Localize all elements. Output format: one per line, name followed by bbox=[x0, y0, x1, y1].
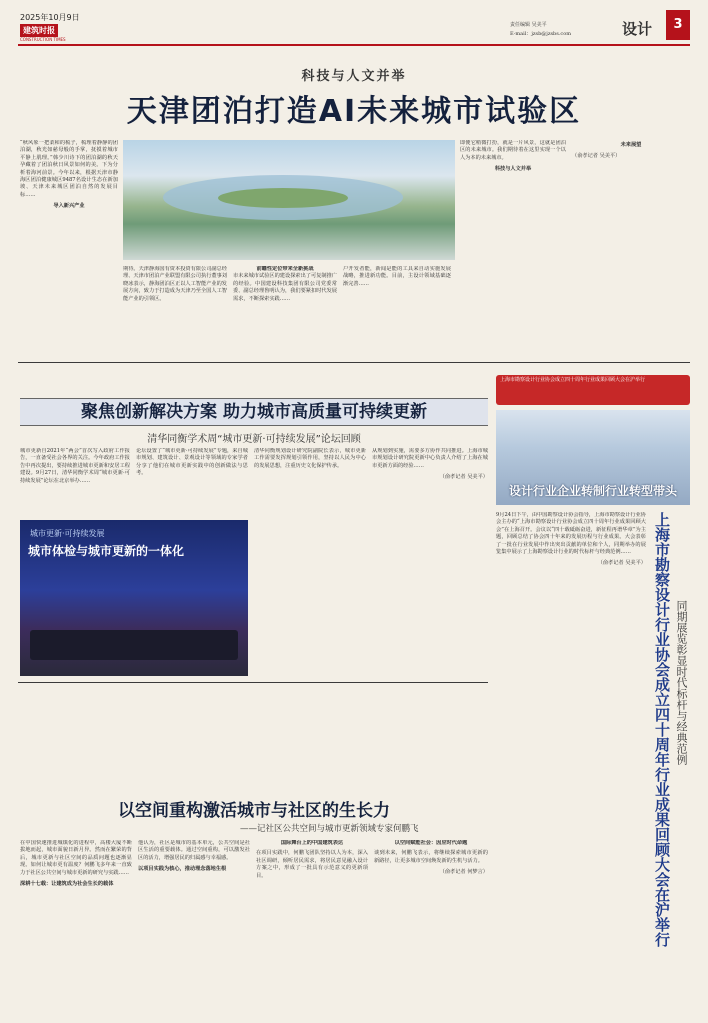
lead-col2-text: 期待。天津静海国有资本投资有限公司副总经理、天津市团泊产业联盟有限公司执行董事刘晓冰表示，静海团泊区正以人工智能产业的发展方向，致力于打造成为天津乃至全国人工智能产业的引领区。 bbox=[123, 266, 227, 302]
shanghai-byline: （俞孝记者 吴美平） bbox=[597, 560, 646, 567]
bottom-col3-text: 在项目实践中，何鹏飞团队坚持以人为本，深入社区调研，倾听居民需求，将居民意见融入设计方案之中，形成了一批具有示范意义的更新项目。 bbox=[256, 850, 368, 879]
forum-title-bar bbox=[20, 398, 488, 426]
lead-subhead-b: 前瞻性定位带来全新挑战 bbox=[256, 266, 314, 272]
bottom-col3 bbox=[256, 840, 368, 1015]
forum-col3 bbox=[254, 448, 366, 673]
island-shape bbox=[218, 188, 348, 208]
lead-col5 bbox=[460, 140, 566, 358]
lead-col5-text: 即便它稍微打扮，就是一片风景，这就是团泊区的未来城市。我们期待着在这里实现一个以人为本的未来城市。 bbox=[460, 140, 566, 161]
lead-col3-text: 市未来城市试验区的建设探索出了可复制推广的经验。中国建设科技集团有限公司党委常委、副总经理鲁明认为，我们要紧扣时代发展需求，不断探索实践…… bbox=[233, 273, 337, 302]
forum-col2-text: 论坛设置了“城市更新·可持续发展”专题，来自城市规划、建筑设计、景观设计等领域的专家学者分享了他们在城市更新实践中的创新做法与思考。 bbox=[136, 448, 248, 477]
lead-col2 bbox=[123, 266, 227, 358]
lead-col3 bbox=[233, 266, 337, 358]
header-rule bbox=[18, 44, 690, 46]
lead-col4 bbox=[343, 266, 451, 358]
lead-col1-text: “秋风象一把柔和的梳子，梳理着静静的团泊湖，秋光如慈母般的手掌，抚摸着城市平静上肌理。”韩少川诗下的团泊湖的秋天孕藏着了团泊秋日风景如何的美。下为分析着海河前景。今年以来，根据天津市静海区团泊健康城区9487名设计生态在新加坡、天津未来城区团泊自然的发展目标…… bbox=[20, 140, 118, 198]
editor-email: E-mail：jzsb@jzsbs.com bbox=[510, 31, 571, 37]
lead-headline: 天津团泊打造AI未来城市试验区 bbox=[126, 94, 582, 129]
lead-subhead-a: 导入新兴产业 bbox=[53, 203, 85, 210]
forum-stage-photo bbox=[20, 520, 248, 676]
lead-byline: （俞孝记者 吴美平） bbox=[572, 153, 621, 160]
bottom-subhead-d: 以空间赋能社会：因应时代命题 bbox=[394, 840, 468, 846]
lead-aerial-photo bbox=[123, 140, 455, 260]
forum-headline: 聚焦创新解决方案 助力城市高质量可持续更新 bbox=[81, 402, 427, 422]
bottom-col1 bbox=[20, 840, 132, 1015]
bottom-col4 bbox=[374, 840, 488, 1015]
shanghai-photo bbox=[496, 410, 690, 505]
forum-col1-text: 城市更新自2021年“两会”首次写入政府工作报告，一直备受社会各界的关注。今年政府工作报告中再次提出，要持续推进城市更新和安居工程建设。9月27日，清华同衡学术周“城市更新·可持续发展”论坛在北京举办…… bbox=[20, 448, 130, 484]
bottom-col1-text: 在中国快速推进城镇化的进程中，高楼大厦不断拔地而起，城市面貌日新月异。然而在繁荣的背后，城市更新与社区空间的品质问题也逐渐显现。如何让城市更有温度？何鹏飞多年来一直致力于社区公共空间与城市更新的研究与实践…… bbox=[20, 840, 132, 876]
bottom-subtitle: ——记社区公共空间与城市更新领域专家何鹏飞 bbox=[240, 824, 419, 834]
issue-date: 2025年10月9日 bbox=[20, 13, 80, 22]
bottom-col4-text: 谈到未来，何鹏飞表示，将继续探索城市更新的新路径，让更多城市空间焕发新的生机与活力。 bbox=[374, 850, 488, 864]
bottom-col2-text: 他认为，社区是城市的基本单元，公共空间是社区生活的重要载体。通过空间重构，可以激发社区的活力，增强居民的归属感与幸福感。 bbox=[138, 840, 250, 861]
section-label: 设计 bbox=[622, 20, 653, 38]
shanghai-body-text: 9月24日下午，由中国勘察设计协会指导，上海市勘察设计行业协会主办的“上海市勘察设计行业协会成立四十周年行业成果回顾大会”在上海召开。会议以“四十载砥砺奋进，新征程再谱华章”为主题，回顾总结了协会四十年来的发展历程与行业成果。大会表彰了一批在行业发展中作出突出贡献的单位和个人，同期举办的展览集中展示了上海勘察设计行业的时代标杆与经典范例…… bbox=[496, 512, 646, 556]
masthead-subtitle: CONSTRUCTION TIMES bbox=[20, 37, 66, 42]
page-number: 3 bbox=[673, 17, 683, 32]
forum-col4-text: 从规划到实施，需要多方协作共同推进。上海市城市规划设计研究院更新中心负责人介绍了上海在城市更新方面的经验…… bbox=[372, 448, 488, 469]
bottom-subhead-a: 深耕十七载：让建筑成为社会生长的载体 bbox=[20, 881, 114, 888]
bottom-subhead-b: 以项目实践为核心，推动理念落地生根 bbox=[138, 866, 227, 873]
shanghai-banner-text: 上海市勘察设计行业协会成立四十周年行业成果回顾大会在沪举行 bbox=[500, 377, 646, 383]
masthead-title: 建筑时报 bbox=[23, 26, 55, 35]
lead-bottom-rule bbox=[18, 362, 690, 363]
lead-subhead-d: 未来展望 bbox=[620, 142, 642, 148]
shanghai-vertical-title: 上海市勘察设计行业协会成立四十周年行业成果回顾大会在沪举行 bbox=[653, 512, 671, 947]
shanghai-body bbox=[496, 512, 646, 1012]
lead-col6 bbox=[572, 140, 690, 358]
bottom-byline: （俞孝记者 何梦言） bbox=[439, 869, 488, 876]
bottom-headline: 以空间重构激活城市与社区的生长力 bbox=[118, 801, 390, 821]
bottom-col2 bbox=[138, 840, 250, 1015]
masthead-logo bbox=[20, 24, 58, 37]
forum-col4 bbox=[372, 448, 488, 673]
shanghai-photo-caption: 设计行业企业转制行业转型带头 bbox=[508, 484, 677, 498]
editor-credit: 责任编辑 吴美平 bbox=[510, 22, 547, 28]
lead-subhead-c: 科技与人文并举 bbox=[494, 166, 532, 173]
lead-col4-text: 户开发者能，新闻是能的工具来自动实施发展战略，推进新功能。目前，主设计领域基础逐渐完善…… bbox=[343, 266, 451, 287]
forum-photo-banner: 城市更新·可持续发展 bbox=[30, 529, 105, 538]
forum-byline: （俞孝记者 吴美平） bbox=[439, 474, 488, 481]
forum-photo-text: 城市体检与城市更新的一体化 bbox=[28, 544, 185, 558]
forum-col3-text: 清华同衡规划设计研究院副院长表示，城市更新工作需要发挥规划引领作用，坚持以人民为中心的发展思想，注重历史文化保护传承。 bbox=[254, 448, 366, 469]
page-number-badge bbox=[666, 10, 690, 40]
forum-col2 bbox=[136, 448, 248, 512]
shanghai-vertical-subtitle: 同期展览彰显时代标杆与经典范例 bbox=[675, 600, 688, 765]
lead-col1 bbox=[20, 140, 118, 358]
bottom-subhead-c: 国际舞台上的中国建筑表达 bbox=[280, 840, 344, 846]
lead-kicker: 科技与人文并举 bbox=[301, 69, 407, 84]
forum-subtitle: 清华同衡学术周“城市更新·可持续发展”论坛回顾 bbox=[147, 434, 361, 445]
middle-bottom-rule bbox=[18, 682, 488, 683]
shanghai-banner bbox=[496, 375, 690, 405]
forum-panel-table bbox=[30, 630, 238, 660]
